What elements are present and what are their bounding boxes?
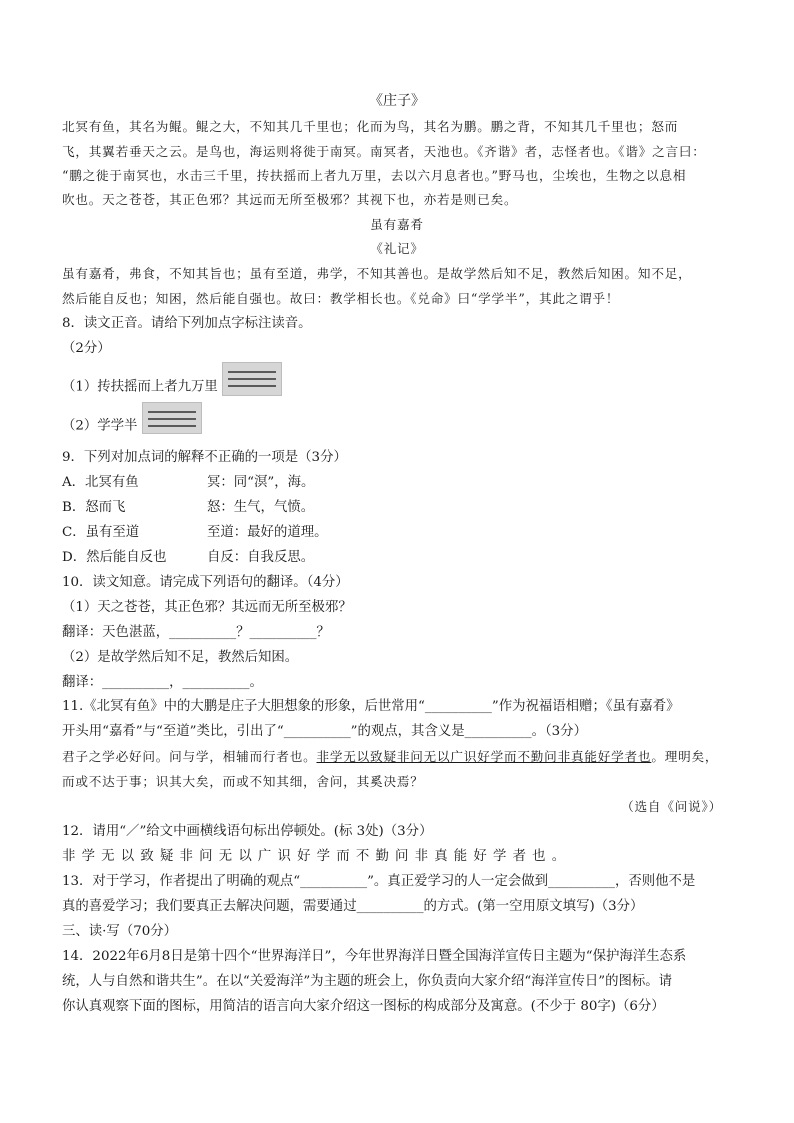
q9-option-a-gloss: 冥：同“溟”，海。 bbox=[207, 475, 315, 490]
zhuangzi-line-3: “鹏之徙于南冥也，水击三千里，抟扶摇而上者九万里，去以六月息者也。”野马也，尘埃也，生物之以息相 bbox=[62, 168, 687, 183]
pinyin-answer-image bbox=[222, 362, 282, 396]
q9-option-a-phrase: A．北冥有鱼 bbox=[62, 475, 139, 490]
wenshuo-line-1-end: 。理明矣， bbox=[651, 749, 719, 764]
q9-option-c bbox=[62, 523, 328, 543]
q9-option-c-gloss: 至道：最好的道理。 bbox=[207, 525, 328, 540]
q8-points: （2分） bbox=[62, 341, 111, 356]
section-heading: 三、读·写（70分） bbox=[62, 924, 178, 939]
wenshuo-line-2: 而或不达于事；识其大矣，而或不知其细，舍问，其奚决焉？ bbox=[62, 774, 424, 789]
q9-option-b-gloss: 怒：生气，气愤。 bbox=[207, 500, 315, 515]
q9-option-c-phrase: C．虽有至道 bbox=[62, 525, 140, 540]
liji-line-1: 虽有嘉肴，弗食，不知其旨也；虽有至道，弗学，不知其善也。是故学然后知不足，教然后知困。知不足， bbox=[62, 266, 692, 281]
q11-line-2: 开头用“嘉肴”与“至道”类比，引出了“__________”的观点，其含义是__________。（3分） bbox=[62, 724, 587, 739]
q9-stem: 9．下列对加点词的解释不正确的一项是（3分） bbox=[62, 450, 347, 465]
q9-option-d bbox=[62, 548, 314, 568]
q9-option-b bbox=[62, 498, 314, 518]
q10-stem: 10．读文知意。请完成下列语句的翻译。（4分） bbox=[62, 575, 349, 590]
q10-translation-2: 翻译：__________，__________。 bbox=[62, 675, 263, 690]
pinyin-answer-image bbox=[142, 402, 202, 434]
liji-line-2: 然后能自反也；知困，然后能自强也。故曰：教学相长也。《兑命》曰“学学半”，其此之谓乎！ bbox=[62, 291, 620, 306]
q9-option-d-phrase: D．然后能自反也 bbox=[62, 550, 167, 565]
q10-translation-1: 翻译：天色湛蓝，__________？__________？ bbox=[62, 625, 330, 640]
zhuangzi-title: 《庄子》 bbox=[369, 93, 425, 109]
wenshuo-line-1-start: 君子之学必好问。问与学，相辅而行者也。 bbox=[62, 749, 317, 764]
zhuangzi-line-1: 北冥有鱼，其名为鲲。鲲之大，不知其几千里也；化而为鸟，其名为鹏。鹏之背，不知其几千里也；怒而 bbox=[62, 119, 679, 134]
q10-sentence-2: （2）是故学然后知不足，教然后知困。 bbox=[62, 650, 299, 665]
q9-option-d-gloss: 自反：自我反思。 bbox=[207, 550, 315, 565]
q12-stem: 12．请用“／”给文中画横线语句标出停顿处。(标 3处)（3分） bbox=[62, 824, 433, 839]
q14-line-1: 14．2022年6月8日是第十四个“世界海洋日”，今年世界海洋日暨全国海洋宣传日主题为“保护海洋生态系 bbox=[62, 949, 687, 964]
q9-option-b-phrase: B．怒而飞 bbox=[62, 500, 126, 515]
q13-line-2: 真的喜爱学习；我们要真正去解决问题，需要通过__________的方式。(第一空用原文填写)（3分） bbox=[62, 899, 644, 914]
q14-line-3: 你认真观察下面的图标，用简洁的语言向大家介绍这一图标的构成部分及寓意。(不少于 80字)（6分） bbox=[62, 999, 665, 1014]
underlined-sentence: 非学无以致疑非问无以广识好学而不勤问非真能好学者也 bbox=[316, 749, 652, 764]
q13-line-1: 13．对于学习，作者提出了明确的观点“__________”。真正爱学习的人一定会做到__________，否则他不是 bbox=[62, 874, 696, 889]
liji-title: 虽有嘉肴 bbox=[370, 217, 424, 232]
q14-line-2: 统，人与自然和谐共生”。在以“关爱海洋”为主题的班会上，你负责向大家介绍“海洋宣传日”的图标。请 bbox=[62, 974, 673, 989]
q8-item-1 bbox=[62, 370, 282, 404]
q10-sentence-1: （1）天之苍苍，其正色邪？其远而无所至极邪？ bbox=[62, 600, 352, 615]
q11-line-1: 11.《北冥有鱼》中的大鹏是庄子大胆想象的形象，后世常用“__________”作为祝福语相赠；《虽有嘉肴》 bbox=[62, 699, 680, 714]
zhuangzi-line-4: 吹也。天之苍苍，其正色邪？其远而无所至极邪？其视下也，亦若是则已矣。 bbox=[62, 192, 518, 207]
q8-stem: 8．读文正音。请给下列加点字标注读音。 bbox=[62, 316, 312, 331]
liji-source: 《礼记》 bbox=[370, 241, 424, 256]
zhuangzi-line-2: 飞，其翼若垂天之云。是鸟也，海运则将徙于南冥。南冥者，天池也。《齐谐》者，志怪者也。《谐》之言曰： bbox=[62, 144, 706, 159]
q12-sentence: 非学无以致疑非问无以广识好学而不勤问非真能好学者也。 bbox=[62, 849, 572, 864]
q8-item-2 bbox=[62, 410, 202, 442]
q8-item-2-text: （2）学学半 bbox=[62, 418, 138, 434]
q8-item-1-text: （1）抟扶摇而上者九万里 bbox=[62, 379, 218, 395]
wenshuo-line-1 bbox=[62, 747, 718, 767]
q9-option-a bbox=[62, 473, 314, 493]
wenshuo-source: （选自《问说》） bbox=[621, 799, 722, 814]
